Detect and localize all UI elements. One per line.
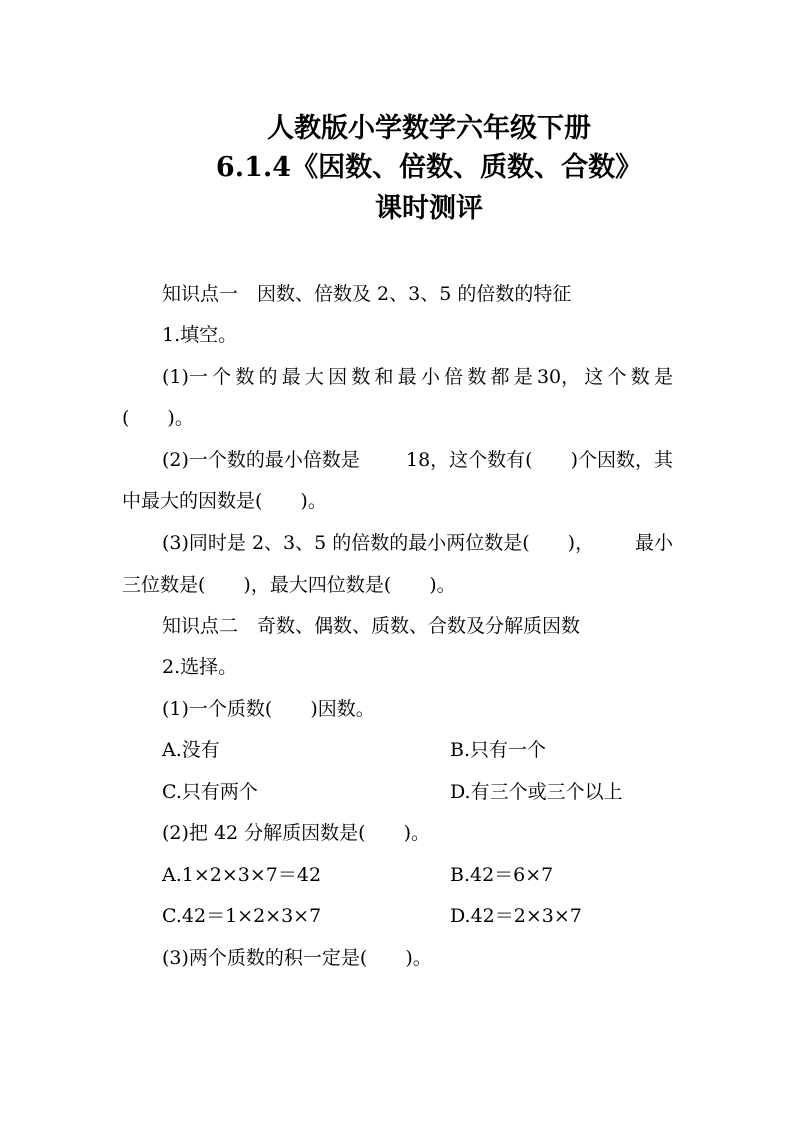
q1-1-text-segment: 个 [607,366,627,388]
q2-1-option-d: D.有三个或三个以上 [450,781,623,803]
q2-2-option-c: C.42＝1×2×3×7 [162,905,322,927]
q1-1-text-segment: 因 [328,366,348,388]
q2-2-option-b: B.42＝6×7 [450,864,554,886]
section-2-heading: 知识点二 奇数、偶数、质数、合数及分解质因数 [162,615,581,637]
q2-2-stem: (2)把 42 分解质因数是( )。 [162,822,430,844]
q1-1-text-segment: 是 [653,366,673,388]
q1-1-text-segment: 大 [304,366,324,388]
q1-1-text-segment: 个 [212,366,232,388]
q1-1-text-segment: 倍 [444,366,464,388]
q1-1-text-segment: 最 [281,366,301,388]
q1-1-text-segment: 都 [490,366,510,388]
q1-1-text-segment: 这 [584,366,604,388]
q1-1-text-segment: 30， [536,366,581,388]
title-line-3: 课时测评 [375,193,483,224]
q2-1-option-b: B.只有一个 [450,739,547,761]
q2-2-option-d: D.42＝2×3×7 [450,905,582,927]
section-1-heading: 知识点一 因数、倍数及 2、3、5 的倍数的特征 [162,283,572,305]
q1-1-line-1 [162,365,673,389]
q2-1-option-a: A.没有 [162,739,220,761]
q1-1-line-2: ( )。 [122,407,194,429]
q1-1-text-segment: 数 [630,366,650,388]
q1-3-text-segment: 最小 [634,532,673,554]
q1-1-text-segment: (1)一 [162,366,208,388]
q1-1-text-segment: 小 [420,366,440,388]
q1-1-text-segment: 数 [467,366,487,388]
q1-3-line-1 [162,531,673,555]
q1-1-text-segment: 最 [397,366,417,388]
q1-1-text-segment: 是 [513,366,533,388]
q1-2-line-2: 中最大的因数是( )。 [122,490,327,512]
q1-3-line-2: 三位数是( )，最大四位数是( )。 [122,574,456,596]
q2-3-stem: (3)两个质数的积一定是( )。 [162,947,432,969]
q2-1-option-c: C.只有两个 [162,781,258,803]
q2-1-stem: (1)一个质数( )因数。 [162,698,375,720]
q1-1-text-segment: 和 [374,366,394,388]
q1-2-text-segment: (2)一个数的最小倍数是 [162,449,360,471]
question-1-title: 1.填空。 [162,324,238,346]
q1-1-text-segment: 数 [351,366,371,388]
q1-2-line-1 [162,448,673,472]
q2-2-option-a: A.1×2×3×7＝42 [162,864,322,886]
question-2-title: 2.选择。 [162,656,238,678]
title-line-1: 人教版小学数学六年级下册 [267,113,591,144]
q1-1-text-segment: 数 [235,366,255,388]
q1-2-text-segment: 18，这个数有( )个因数，其 [405,449,673,471]
q1-3-text-segment: (3)同时是 2、3、5 的倍数的最小两位数是( )， [162,532,595,554]
q1-1-text-segment: 的 [258,366,278,388]
title-line-2: 6.1.4《因数、倍数、质数、合数》 [215,152,643,183]
